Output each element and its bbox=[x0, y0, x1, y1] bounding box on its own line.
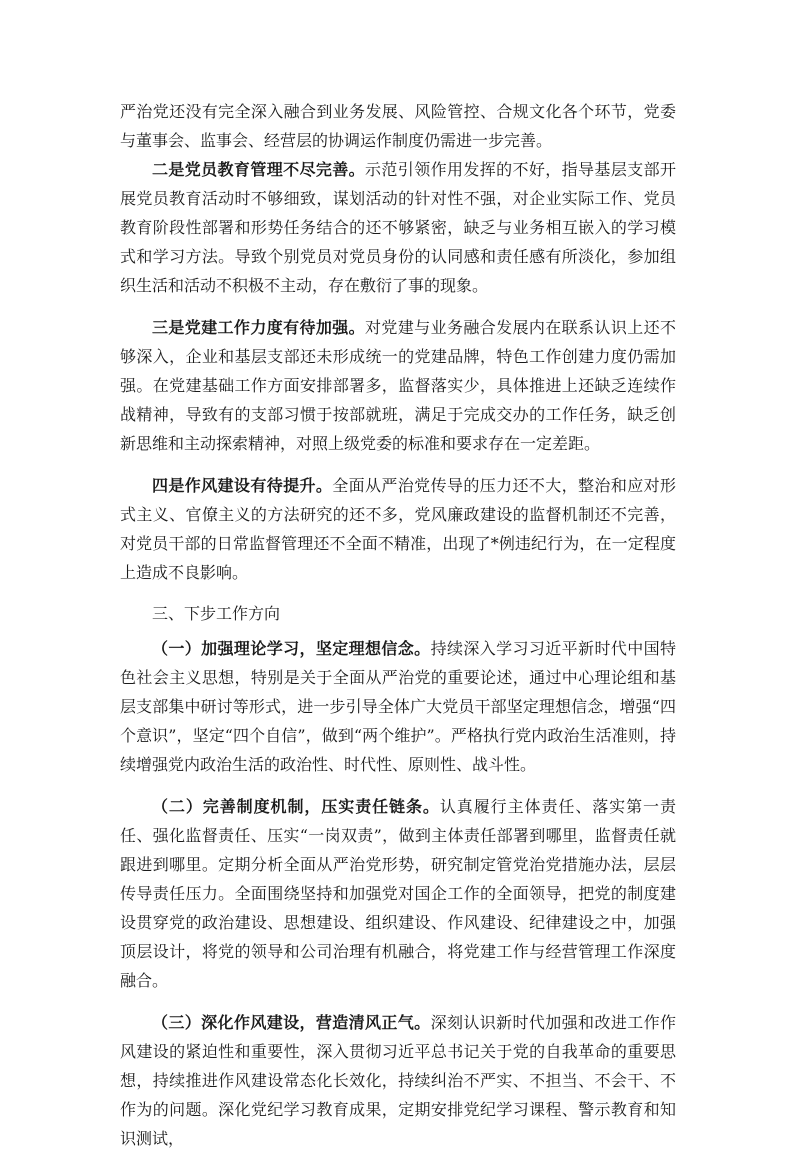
paragraph-party-building bbox=[120, 313, 676, 458]
paragraph-text: 示范引领作用发挥的不好，指导基层支部开展党员教育活动时不够细致，谋划活动的针对性不强，对企业实际工作、党员教育阶段性部署和形势任务结合的还不够紧密，缺乏与业务相互嵌入的学习模式和学习方法。导致个别党员对党员身份的认同感和责任感有所淡化，参加组织生活和活动不积极不主动，存在敷衍了事的现象。 bbox=[120, 160, 676, 295]
document-body bbox=[120, 97, 676, 1153]
paragraph-party-member-education bbox=[120, 155, 676, 300]
item-lead: （一）加强理论学习，坚定理想信念。 bbox=[152, 639, 431, 658]
paragraph-work-style bbox=[120, 471, 676, 587]
item-work-style-building bbox=[120, 1008, 676, 1153]
paragraph-continued bbox=[120, 97, 676, 155]
item-text: 深刻认识新时代加强和改进工作作风建设的紧迫性和重要性，深入贯彻习近平总书记关于党的自我革命的重要思想，持续推进作风建设常态化长效化，持续纠治不严实、不担当、不会干、不作为的问题。深化党纪学习教育成果，定期安排党纪学习课程、警示教育和知识测试， bbox=[120, 1013, 676, 1148]
section-heading: 三、下步工作方向 bbox=[152, 604, 281, 623]
item-system-mechanism bbox=[120, 792, 676, 995]
paragraph-text: 全面从严治党传导的压力还不大，整治和应对形式主义、官僚主义的方法研究的还不多，党风廉政建设的监督机制还不完善，对党员干部的日常监督管理还不全面不精准，出现了*例违纪行为，在一定程度上造成不良影响。 bbox=[120, 476, 676, 582]
item-text: 认真履行主体责任、落实第一责任、强化监督责任、压实“一岗双责”，做到主体责任部署到哪里，监督责任就跟进到哪里。定期分析全面从严治党形势，研究制定管党治党措施办法，层层传导责任压力。全面围绕坚持和加强党对国企工作的全面领导，把党的制度建设贯穿党的政治建设、思想建设、组织建设、作风建设、纪律建设之中，加强顶层设计，将党的领导和公司治理有机融合，将党建工作与经营管理工作深度融合。 bbox=[120, 797, 676, 990]
paragraph-lead: 三是党建工作力度有待加强。 bbox=[152, 318, 366, 337]
paragraph-lead: 二是党员教育管理不尽完善。 bbox=[152, 160, 366, 179]
item-lead: （二）完善制度机制，压实责任链条。 bbox=[152, 797, 440, 816]
paragraph-text: 严治党还没有完全深入融合到业务发展、风险管控、合规文化各个环节，党委与董事会、监事会、经营层的协调运作制度仍需进一步完善。 bbox=[120, 102, 676, 150]
item-theory-study bbox=[120, 634, 676, 779]
item-lead: （三）深化作风建设，营造清风正气。 bbox=[152, 1013, 431, 1032]
paragraph-lead: 四是作风建设有待提升。 bbox=[152, 476, 333, 495]
paragraph-text: 对党建与业务融合发展内在联系认识上还不够深入，企业和基层支部还未形成统一的党建品牌，特色工作创建力度仍需加强。在党建基础工作方面安排部署多，监督落实少，具体推进上还缺乏连续作战精神，导致有的支部习惯于按部就班，满足于完成交办的工作任务，缺乏创新思维和主动探索精神，对照上级党委的标准和要求存在一定差距。 bbox=[120, 318, 676, 453]
item-text: 持续深入学习习近平新时代中国特色社会主义思想，特别是关于全面从严治党的重要论述，通过中心理论组和基层支部集中研讨等形式，进一步引导全体广大党员干部坚定理想信念，增强“四个意识”，坚定“四个自信”，做到“两个维护”。严格执行党内政治生活准则，持续增强党内政治生活的政治性、时代性、原则性、战斗性。 bbox=[120, 639, 676, 774]
